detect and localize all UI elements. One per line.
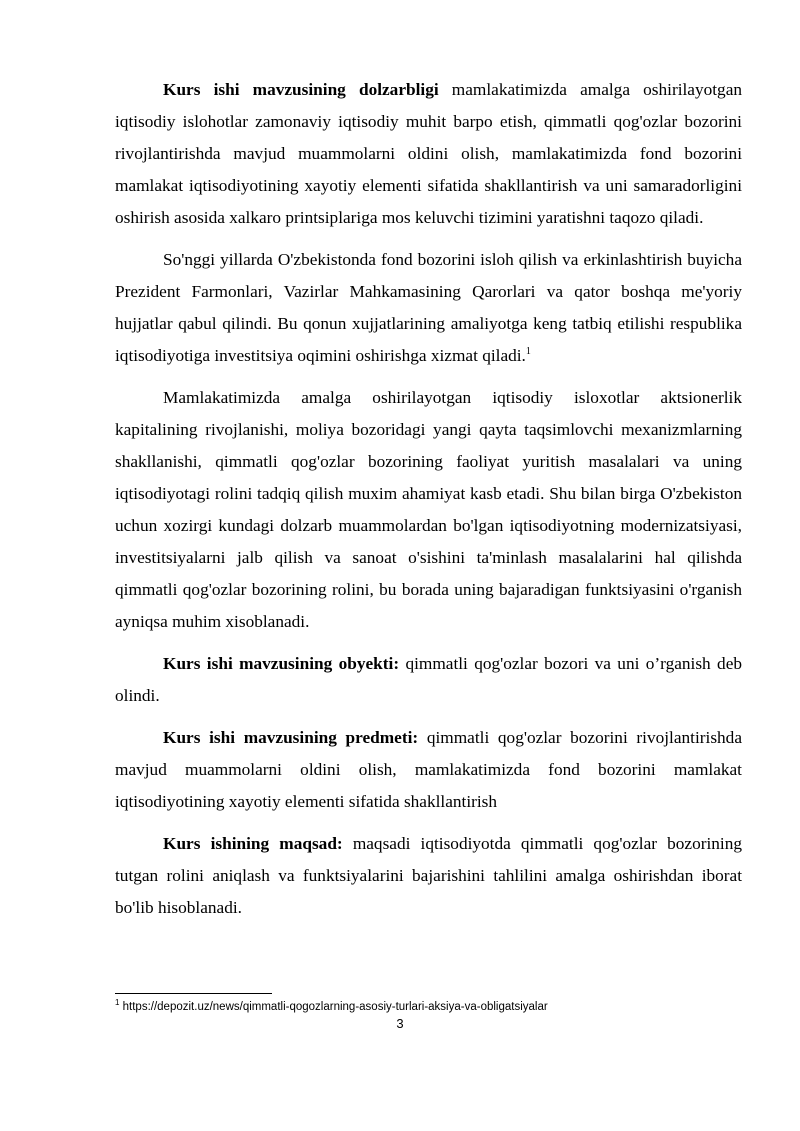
subject-heading: Kurs ishi mavzusining predmeti: xyxy=(163,728,419,747)
footnote-link[interactable]: https://depozit.uz/news/qimmatli-qogozlarning-asosiy-turlari-aksiya-va-obligatsiyalar xyxy=(119,1001,548,1013)
object-text: qimmatli qog'ozlar bozori va uni o’rganish deb olindi. xyxy=(115,654,742,705)
relevance-heading: Kurs ishi mavzusining dolzarbligi xyxy=(163,80,439,99)
object-heading: Kurs ishi mavzusining obyekti: xyxy=(163,654,400,673)
paragraph-reforms xyxy=(115,244,742,372)
paragraph-goal xyxy=(115,828,742,924)
footnote-separator xyxy=(115,993,272,994)
footnote-number: 1 xyxy=(115,998,120,1008)
footnote xyxy=(115,1000,548,1014)
relevance-text: mamlakatimizda amalga oshirilayotgan iqtisodiy islohotlar zamonaviy iqtisodiy muhit barpo etish, qimmatli qog'ozlar bozorini rivojlantirishda mavjud muammolarni oldini olish, mamlakatimizda fond bozorini mamlakat iqtisodiyotining xayotiy elementi sifatida shakllantirish va uni samaradorligini oshirish asosida xalkaro printsiplariga mos keluvchi tizimini yaratishni taqozo qiladi. xyxy=(115,80,743,227)
paragraph-importance xyxy=(115,382,742,638)
subject-text: qimmatli qog'ozlar bozorini rivojlantirishda mavjud muammolarni oldini olish, mamlakatimizda fond bozorini mamlakat iqtisodiyotining xayotiy elementi sifatida shakllantirish xyxy=(115,728,742,811)
importance-text: Mamlakatimizda amalga oshirilayotgan iqtisodiy isloxotlar aktsionerlik kapitalining rivojlanishi, moliya bozoridagi yangi qayta taqsimlovchi mexanizmlarning shakllanishi, qimmatli qog'ozlar bozorining faoliyat yuritish masalalari va uning iqtisodiyotagi rolini tadqiq qilish muxim ahamiyat kasb etadi. Shu bilan birga O'zbekiston uchun xozirgi kundagi dolzarb muammolardan bo'lgan iqtisodiyotning modernizatsiyasi, investitsiyalarni jalb qilish va sanoat o'sishini ta'minlash masalalarini hal qilishda qimmatli qog'ozlar bozorining rolini, bu borada uning bajaradigan funktsiyasini o'rganish ayniqsa muhim xisoblanadi. xyxy=(115,388,742,631)
goal-heading: Kurs ishining maqsad: xyxy=(163,834,343,853)
paragraph-object xyxy=(115,648,742,712)
goal-text: maqsadi iqtisodiyotda qimmatli qog'ozlar bozorining tutgan rolini aniqlash va funktsiyalarini bajarishini tahlilini amalga oshirishdan iborat bo'lib hisoblanadi. xyxy=(115,834,742,917)
footnote-reference[interactable]: 1 xyxy=(525,346,531,358)
document-body xyxy=(115,74,742,934)
reforms-text: So'nggi yillarda O'zbekistonda fond bozorini isloh qilish va erkinlashtirish buyicha Prezident Farmonlari, Vazirlar Mahkamasining Qarorlari va qator boshqa me'yoriy hujjatlar qabul qilindi. Bu qonun xujjatlarining amaliyotga keng tatbiq etilishi respublika iqtisodiyotiga investitsiya oqimini oshirishga xizmat qiladi. xyxy=(115,250,742,365)
paragraph-relevance xyxy=(115,74,742,234)
paragraph-subject xyxy=(115,722,742,818)
page-number: 3 xyxy=(396,1016,404,1031)
